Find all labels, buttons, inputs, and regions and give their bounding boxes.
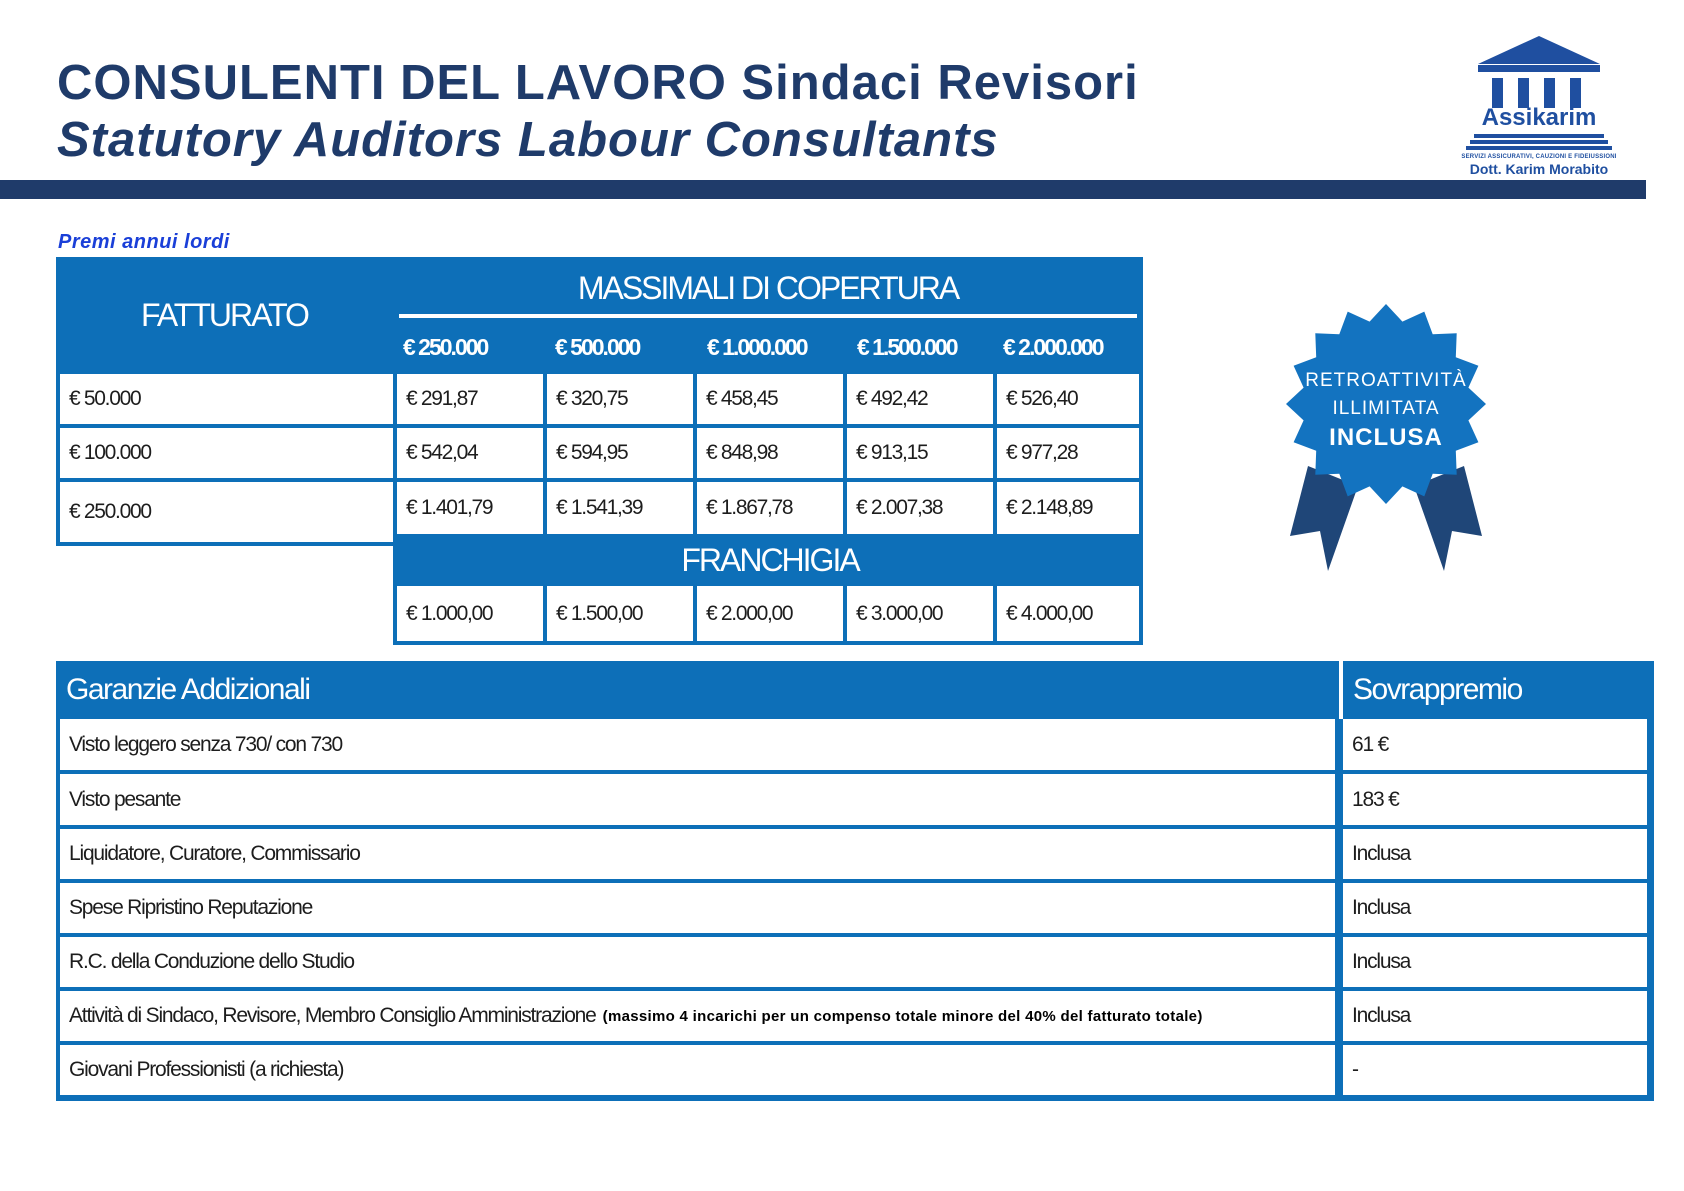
franchigia-cell: € 4.000,00 xyxy=(997,586,1139,641)
column-header-250000: € 250.000 xyxy=(403,333,488,360)
guarantee-row-label xyxy=(60,774,1335,825)
premium-cell: € 458,45 xyxy=(697,374,843,424)
guarantee-label: Visto pesante xyxy=(69,787,181,811)
temple-icon xyxy=(1440,32,1638,112)
guarantee-row-label xyxy=(60,719,1335,770)
logo-steps xyxy=(1440,132,1638,154)
premium-cell: € 1.541,39 xyxy=(547,482,693,534)
premium-cell: € 848,98 xyxy=(697,428,843,478)
company-logo xyxy=(1440,32,1638,182)
logo-owner: Dott. Karim Morabito xyxy=(1469,161,1609,177)
premium-cell: € 1.401,79 xyxy=(397,482,543,534)
column-header-1500000: € 1.500.000 xyxy=(857,333,957,360)
premium-cell: € 913,15 xyxy=(847,428,993,478)
franchigia-cell: € 2.000,00 xyxy=(697,586,843,641)
fatturato-header: FATTURATO xyxy=(141,297,308,333)
guarantee-row-value: Inclusa xyxy=(1343,883,1647,933)
premium-cell: € 320,75 xyxy=(547,374,693,424)
franchigia-cell: € 3.000,00 xyxy=(847,586,993,641)
premium-cell: € 2.007,38 xyxy=(847,482,993,534)
franchigia-header: FRANCHIGIA xyxy=(681,541,859,578)
guarantee-label: Spese Ripristino Reputazione xyxy=(69,896,313,919)
guarantee-note: (massimo 4 incarichi per un compenso totale minore del 40% del fatturato totale) xyxy=(602,1007,1203,1025)
page-title: CONSULENTI DEL LAVORO Sindaci Revisori xyxy=(57,56,1139,110)
premium-cell: € 492,42 xyxy=(847,374,993,424)
surcharge-header xyxy=(1353,661,1643,719)
guarantee-row-value: Inclusa xyxy=(1343,991,1647,1041)
premium-cell: € 594,95 xyxy=(547,428,693,478)
guarantees-header-left xyxy=(66,661,1386,719)
surcharge-header-label: Sovrappremio xyxy=(1353,673,1522,706)
franchigia-cell: € 1.500,00 xyxy=(547,586,693,641)
guarantee-label: Giovani Professionisti (a richiesta) xyxy=(69,1058,344,1081)
guarantees-header-divider xyxy=(1339,661,1343,719)
guarantee-row-label xyxy=(60,829,1335,879)
guarantees-header-label: Garanzie Addizionali xyxy=(66,673,310,706)
premiums-table xyxy=(56,257,1143,645)
guarantee-row-value: Inclusa xyxy=(1343,829,1647,879)
guarantee-row-value: 61 € xyxy=(1343,719,1647,770)
fatturato-cell-50000: € 50.000 xyxy=(60,374,393,424)
logo-name: Assikarim xyxy=(1481,104,1597,131)
fatturato-cell-100000: € 100.000 xyxy=(60,428,393,478)
premium-cell: € 2.148,89 xyxy=(997,482,1139,534)
franchigia-cell: € 1.000,00 xyxy=(397,586,543,641)
retroactivity-badge xyxy=(1270,286,1502,586)
guarantee-row-label xyxy=(60,991,1335,1041)
premium-cell: € 526,40 xyxy=(997,374,1139,424)
badge-line-1: RETROATTIVITÀ xyxy=(1305,370,1467,391)
header-divider xyxy=(0,180,1646,199)
fatturato-header-cell xyxy=(56,257,393,374)
badge-line-2: ILLIMITATA xyxy=(1332,398,1440,419)
guarantee-label: Attività di Sindaco, Revisore, Membro Consiglio Amministrazione xyxy=(69,1004,596,1027)
guarantee-row-label xyxy=(60,937,1335,987)
guarantee-row-value: Inclusa xyxy=(1343,937,1647,987)
guarantee-label: Visto leggero senza 730/ con 730 xyxy=(69,732,342,756)
premium-cell: € 977,28 xyxy=(997,428,1139,478)
badge-line-3: INCLUSA xyxy=(1329,424,1443,451)
guarantees-table xyxy=(56,661,1654,1101)
guarantee-row-label xyxy=(60,1045,1335,1095)
premium-cell: € 1.867,78 xyxy=(697,482,843,534)
premium-cell: € 291,87 xyxy=(397,374,543,424)
column-header-500000: € 500.000 xyxy=(555,333,640,360)
logo-tagline: SERVIZI ASSICURATIVI, CAUZIONI E FIDEIUSSIONI xyxy=(1461,154,1617,160)
premiums-caption: Premi annui lordi xyxy=(58,231,230,253)
page-subtitle: Statutory Auditors Labour Consultants xyxy=(57,113,999,167)
massimali-header-cell xyxy=(399,261,1137,315)
massimali-header: MASSIMALI DI COPERTURA xyxy=(577,269,959,306)
guarantee-label: R.C. della Conduzione dello Studio xyxy=(69,950,354,973)
franchigia-header-cell xyxy=(397,534,1143,586)
guarantee-row-value: - xyxy=(1343,1045,1647,1095)
guarantee-row-label xyxy=(60,883,1335,933)
column-header-1000000: € 1.000.000 xyxy=(707,333,807,360)
premium-cell: € 542,04 xyxy=(397,428,543,478)
column-header-2000000: € 2.000.000 xyxy=(1003,333,1103,360)
massimali-header-divider xyxy=(399,314,1137,318)
guarantee-row-value: 183 € xyxy=(1343,774,1647,825)
fatturato-cell-250000: € 250.000 xyxy=(60,482,393,542)
guarantee-label: Liquidatore, Curatore, Commissario xyxy=(69,842,360,865)
